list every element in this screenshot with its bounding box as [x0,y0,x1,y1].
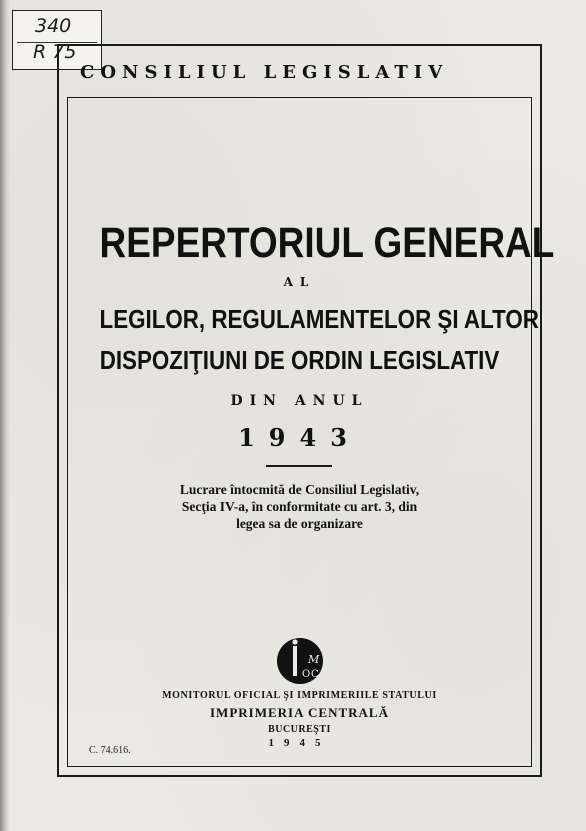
svg-text:O: O [302,669,311,680]
catalog-number: 340 [35,15,72,37]
authorship-note [67,481,532,532]
title-connector: AL [283,275,316,289]
svg-text:M: M [308,653,320,666]
publisher-line-1: MONITORUL OFICIAL ŞI IMPRIMERIILE STATULUI [162,690,437,701]
publisher-city: BUCUREŞTI [268,724,331,735]
print-code: C. 74.616. [89,745,131,756]
institution-heading: CONSILIUL LEGISLATIV [80,62,449,83]
svg-text:C: C [311,669,319,680]
catalog-shelfmark: R 75 [33,41,77,63]
divider-rule [266,465,332,467]
page-edge-shadow [0,0,10,831]
year-label: DIN ANUL [230,393,369,409]
main-title: REPERTORIUL GENERAL [99,219,555,267]
monitorul-oficial-logo-icon [273,636,327,686]
note-line-2: Secţia IV-a, în conformitate cu art. 3, din [181,499,418,514]
note-line-3: legea sa de organizare [236,516,363,531]
publisher-line-2: IMPRIMERIA CENTRALĂ [210,705,389,720]
subtitle-line-1: LEGILOR, REGULAMENTELOR ŞI ALTOR [99,304,539,334]
publication-year: 1945 [268,737,331,749]
edition-year: 1943 [238,423,361,452]
subtitle-line-2: DISPOZIŢIUNI DE ORDIN LEGISLATIV [99,345,500,375]
note-line-1: Lucrare întocmită de Consiliul Legislativ, [179,482,420,497]
